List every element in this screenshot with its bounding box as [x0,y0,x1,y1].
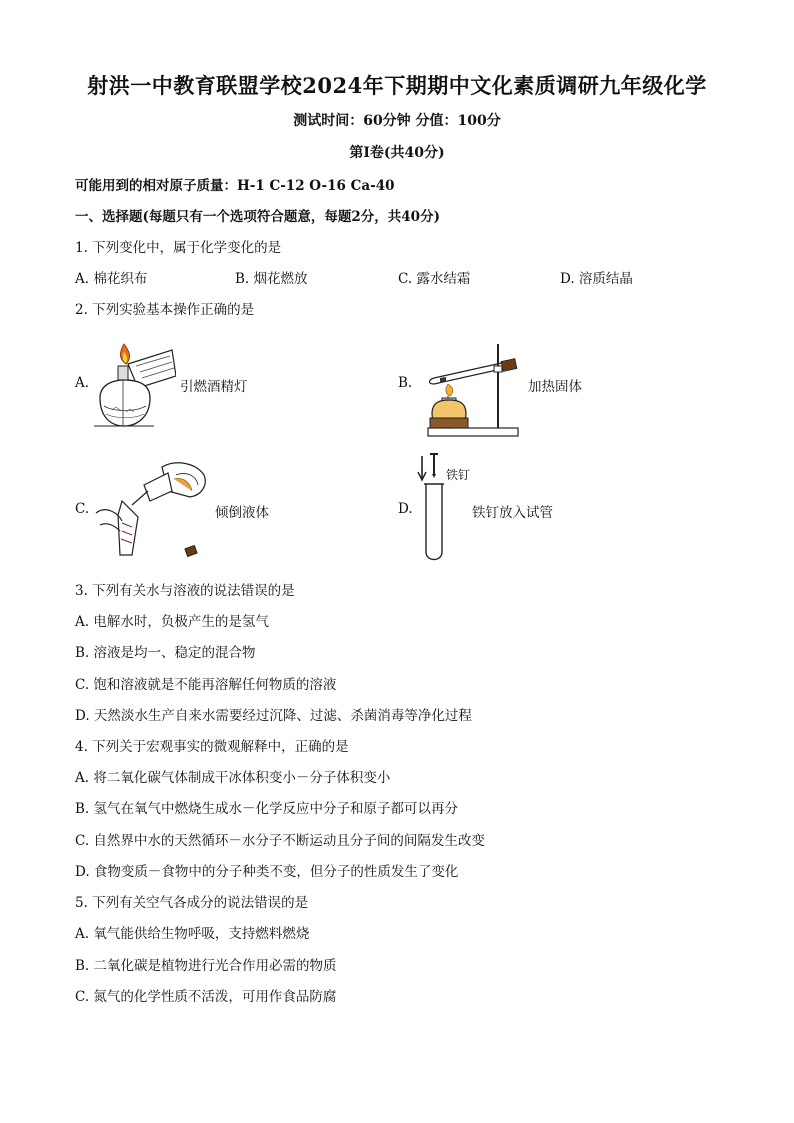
q5-option-c: C. 氮气的化学性质不活泼，可用作食品防腐 [75,989,337,1005]
q1-option-b: B. 烟花燃放 [235,271,308,287]
alcohol-lamp-lighting-figure [92,342,176,434]
section-heading: 一、选择题(每题只有一个选项符合题意，每题2分，共40分) [75,209,440,225]
q3-option-d: D. 天然淡水生产自来水需要经过沉降、过滤、杀菌消毒等净化过程 [75,708,472,724]
q2-caption-b: 加热固体 [528,379,582,395]
q1-option-a: A. 棉花织布 [75,271,148,287]
q2-caption-a: 引燃酒精灯 [180,379,248,395]
q1-option-c: C. 露水结霜 [398,271,471,287]
heating-solid-figure [418,340,528,438]
q2-letter-c: C. [75,501,90,517]
pouring-liquid-figure [92,455,212,563]
q5-option-b: B. 二氧化碳是植物进行光合作用必需的物质 [75,958,337,974]
q5-option-a: A. 氧气能供给生物呼吸，支持燃料燃烧 [75,926,310,942]
q2-letter-a: A. [75,375,90,391]
q1-stem: 1. 下列变化中，属于化学变化的是 [75,240,282,256]
exam-title: 射洪一中教育联盟学校2024年下期期中文化素质调研九年级化学 [87,73,707,98]
q1-option-d: D. 溶质结晶 [560,271,633,287]
q2-caption-d: 铁钉放入试管 [472,505,553,521]
q3-option-c: C. 饱和溶液就是不能再溶解任何物质的溶液 [75,677,337,693]
q3-stem: 3. 下列有关水与溶液的说法错误的是 [75,583,295,599]
q4-option-d: D. 食物变质－食物中的分子种类不变，但分子的性质发生了变化 [75,864,459,880]
q4-stem: 4. 下列关于宏观事实的微观解释中，正确的是 [75,739,349,755]
q2-letter-b: B. [398,375,413,391]
q2-letter-d: D. [398,501,413,517]
q3-option-b: B. 溶液是均一、稳定的混合物 [75,645,256,661]
q4-option-a: A. 将二氧化碳气体制成干冰体积变小－分子体积变小 [75,770,391,786]
q4-option-c: C. 自然界中水的天然循环－水分子不断运动且分子间的间隔发生改变 [75,833,485,849]
nail-label: 铁钉 [446,468,471,482]
exam-info: 测试时间：60分钟 分值：100分 [293,113,501,129]
q5-stem: 5. 下列有关空气各成分的说法错误的是 [75,895,309,911]
q4-option-b: B. 氢气在氧气中燃烧生成水－化学反应中分子和原子都可以再分 [75,801,459,817]
q2-stem: 2. 下列实验基本操作正确的是 [75,302,255,318]
volume-heading: 第I卷(共40分) [349,145,445,161]
atomic-masses: 可能用到的相对原子质量：H-1 C-12 O-16 Ca-40 [75,178,395,194]
q2-caption-c: 倾倒液体 [215,505,269,521]
q3-option-a: A. 电解水时，负极产生的是氢气 [75,614,269,630]
